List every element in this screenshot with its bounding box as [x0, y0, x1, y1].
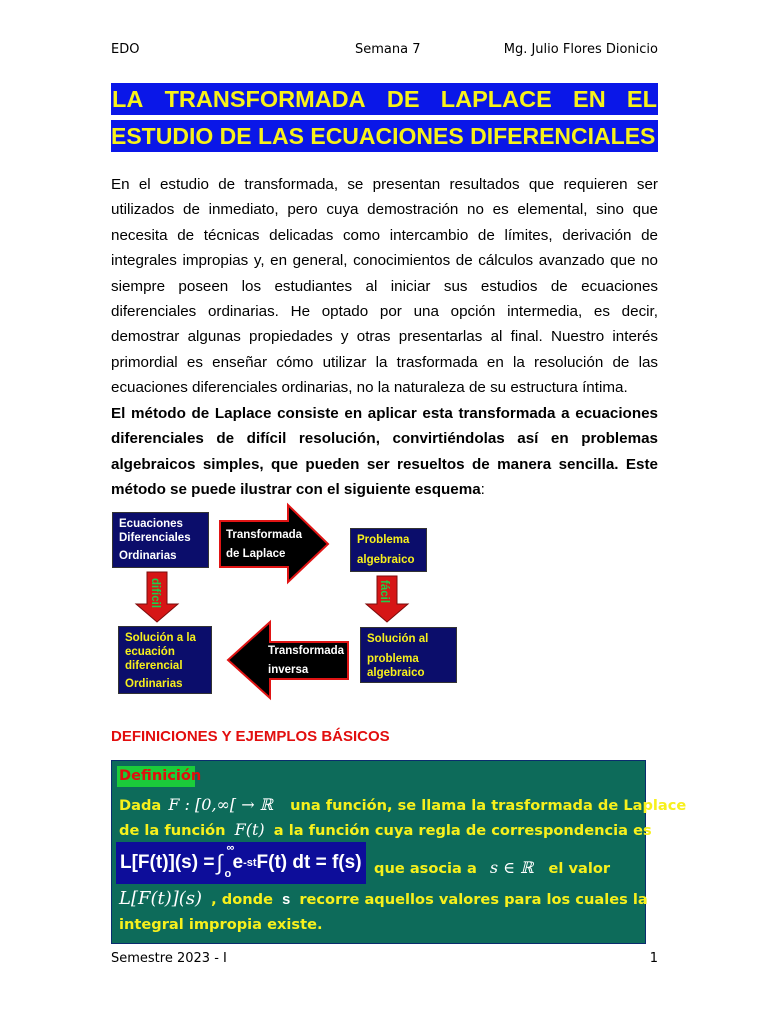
text-line: primordial es enseñar cómo utilizar la trasformada en la resolución de las [111, 353, 658, 371]
method-colon: : [480, 481, 485, 499]
text-line: utilizados de inmediato, pero cuya demostración no es elemental, sino que [111, 201, 658, 219]
title-word: LAPLACE [440, 86, 552, 112]
box-text: Diferenciales [119, 532, 191, 544]
text-line: diferenciales de difícil resolución, convirtiéndolas así en problemas [111, 430, 658, 448]
box-text: diferencial [125, 660, 183, 672]
exp-base: e [232, 852, 244, 873]
footer-semester: Semestre 2023 - I [111, 951, 227, 966]
integral-symbol: ∫ [216, 850, 223, 875]
integral-sign [216, 842, 235, 880]
box-text: Ecuaciones [119, 518, 183, 530]
box-text: Solución al [367, 633, 429, 645]
s-letter: s [282, 892, 291, 908]
arrow-inversa-text: Transformada [268, 645, 345, 657]
formula-rhs: F(t) dt = f(s) [256, 852, 362, 873]
title-line-2: ESTUDIO DE LAS ECUACIONES DIFERENCIALES [111, 120, 658, 152]
title-word: EL [626, 86, 657, 112]
definition-label: Definición [119, 767, 202, 784]
s-in-r-math: s ∈ ℝ [489, 858, 534, 877]
text-line: algebraicos simples, que pueden ser resueltos de manera sencilla. Este [111, 455, 658, 473]
text-line: ecuaciones diferenciales ordinarias, no la naturaleza de su estructura íntima. [111, 379, 628, 397]
text-line: El método de Laplace consiste en aplicar esta transformada a ecuaciones [111, 405, 658, 422]
definition-line-2 [119, 820, 652, 839]
definition-line-3 [374, 858, 610, 877]
integral-lower: o [224, 868, 232, 880]
box-text: problema [367, 653, 419, 665]
box-text: ecuación [125, 646, 175, 658]
integral-upper: ∞ [226, 842, 235, 854]
line1-rest: una función, se llama la trasformada de Laplace [290, 797, 687, 814]
formula-lhs: L[F(t)](s) = [120, 852, 215, 873]
exp-sup: -st [243, 857, 257, 869]
text-line: diferenciales ordinarias. He optado por una opción intermedia, es decir, [111, 302, 658, 320]
header-author: Mg. Julio Flores Dionicio [503, 42, 658, 57]
method-last-line: método se puede ilustrar con el siguiente esquema [111, 481, 481, 499]
arrow-laplace-text: de Laplace [226, 548, 286, 560]
dada-text: Dada [119, 797, 162, 814]
arrow-inversa-icon [228, 622, 348, 698]
title-word: TRANSFORMADA [164, 86, 366, 112]
box-text: Ordinarias [119, 550, 177, 562]
box-text: Solución a la [125, 632, 196, 644]
text-line: integrales impropias y, en general, conocimientos de cálculos avanzado que no [111, 252, 658, 270]
page-number: 1 [649, 951, 658, 966]
asocia-text: que asocia a [374, 860, 477, 877]
box-text: Problema [357, 534, 410, 546]
title-word: LA [112, 86, 144, 112]
text-line: demostrar algunas propiedades y otras presentarlas al final. Nuestro interés [111, 328, 658, 346]
definition-line-4 [119, 888, 648, 909]
valor-text: el valor [548, 860, 611, 877]
header-course: EDO [111, 42, 140, 57]
line4-a: , donde [211, 891, 273, 908]
title-word: EN [573, 86, 606, 112]
text-line: siempre poseen los estudiantes al iniciar sus estudios de ecuaciones [111, 277, 658, 295]
text-line: En el estudio de transformada, se presentan resultados que requieren ser [111, 176, 658, 193]
line2-rest: a la función cuya regla de correspondencia es [273, 822, 652, 839]
definition-line-5: integral impropia existe. [119, 916, 323, 933]
arrow-dificil-text: difícil [149, 578, 161, 609]
definition-line-1 [119, 795, 686, 814]
domain-math: F : [0,∞[ → ℝ [168, 795, 273, 814]
box-text: algebraico [357, 554, 415, 566]
box-text: algebraico [367, 667, 425, 679]
box-text: Ordinarias [125, 678, 183, 690]
ft-math: F(t) [234, 820, 265, 839]
lfs-math: L[F(t)](s) [119, 888, 203, 909]
laplace-formula [116, 842, 366, 884]
line4-b: recorre aquellos valores para los cuales la [299, 891, 648, 908]
section-title: DEFINICIONES Y EJEMPLOS BÁSICOS [111, 728, 390, 745]
text-line: necesita de técnicas delicadas como intercambio de límites, derivación de [111, 226, 658, 244]
header-week: Semana 7 [355, 42, 421, 57]
line2-start: de la función [119, 822, 226, 839]
title-word: DE [386, 86, 420, 112]
arrow-laplace-icon [220, 505, 328, 582]
arrow-laplace-text: Transformada [226, 529, 303, 541]
arrow-inversa-text: inversa [268, 664, 309, 676]
arrow-facil-text: fácil [378, 580, 390, 604]
